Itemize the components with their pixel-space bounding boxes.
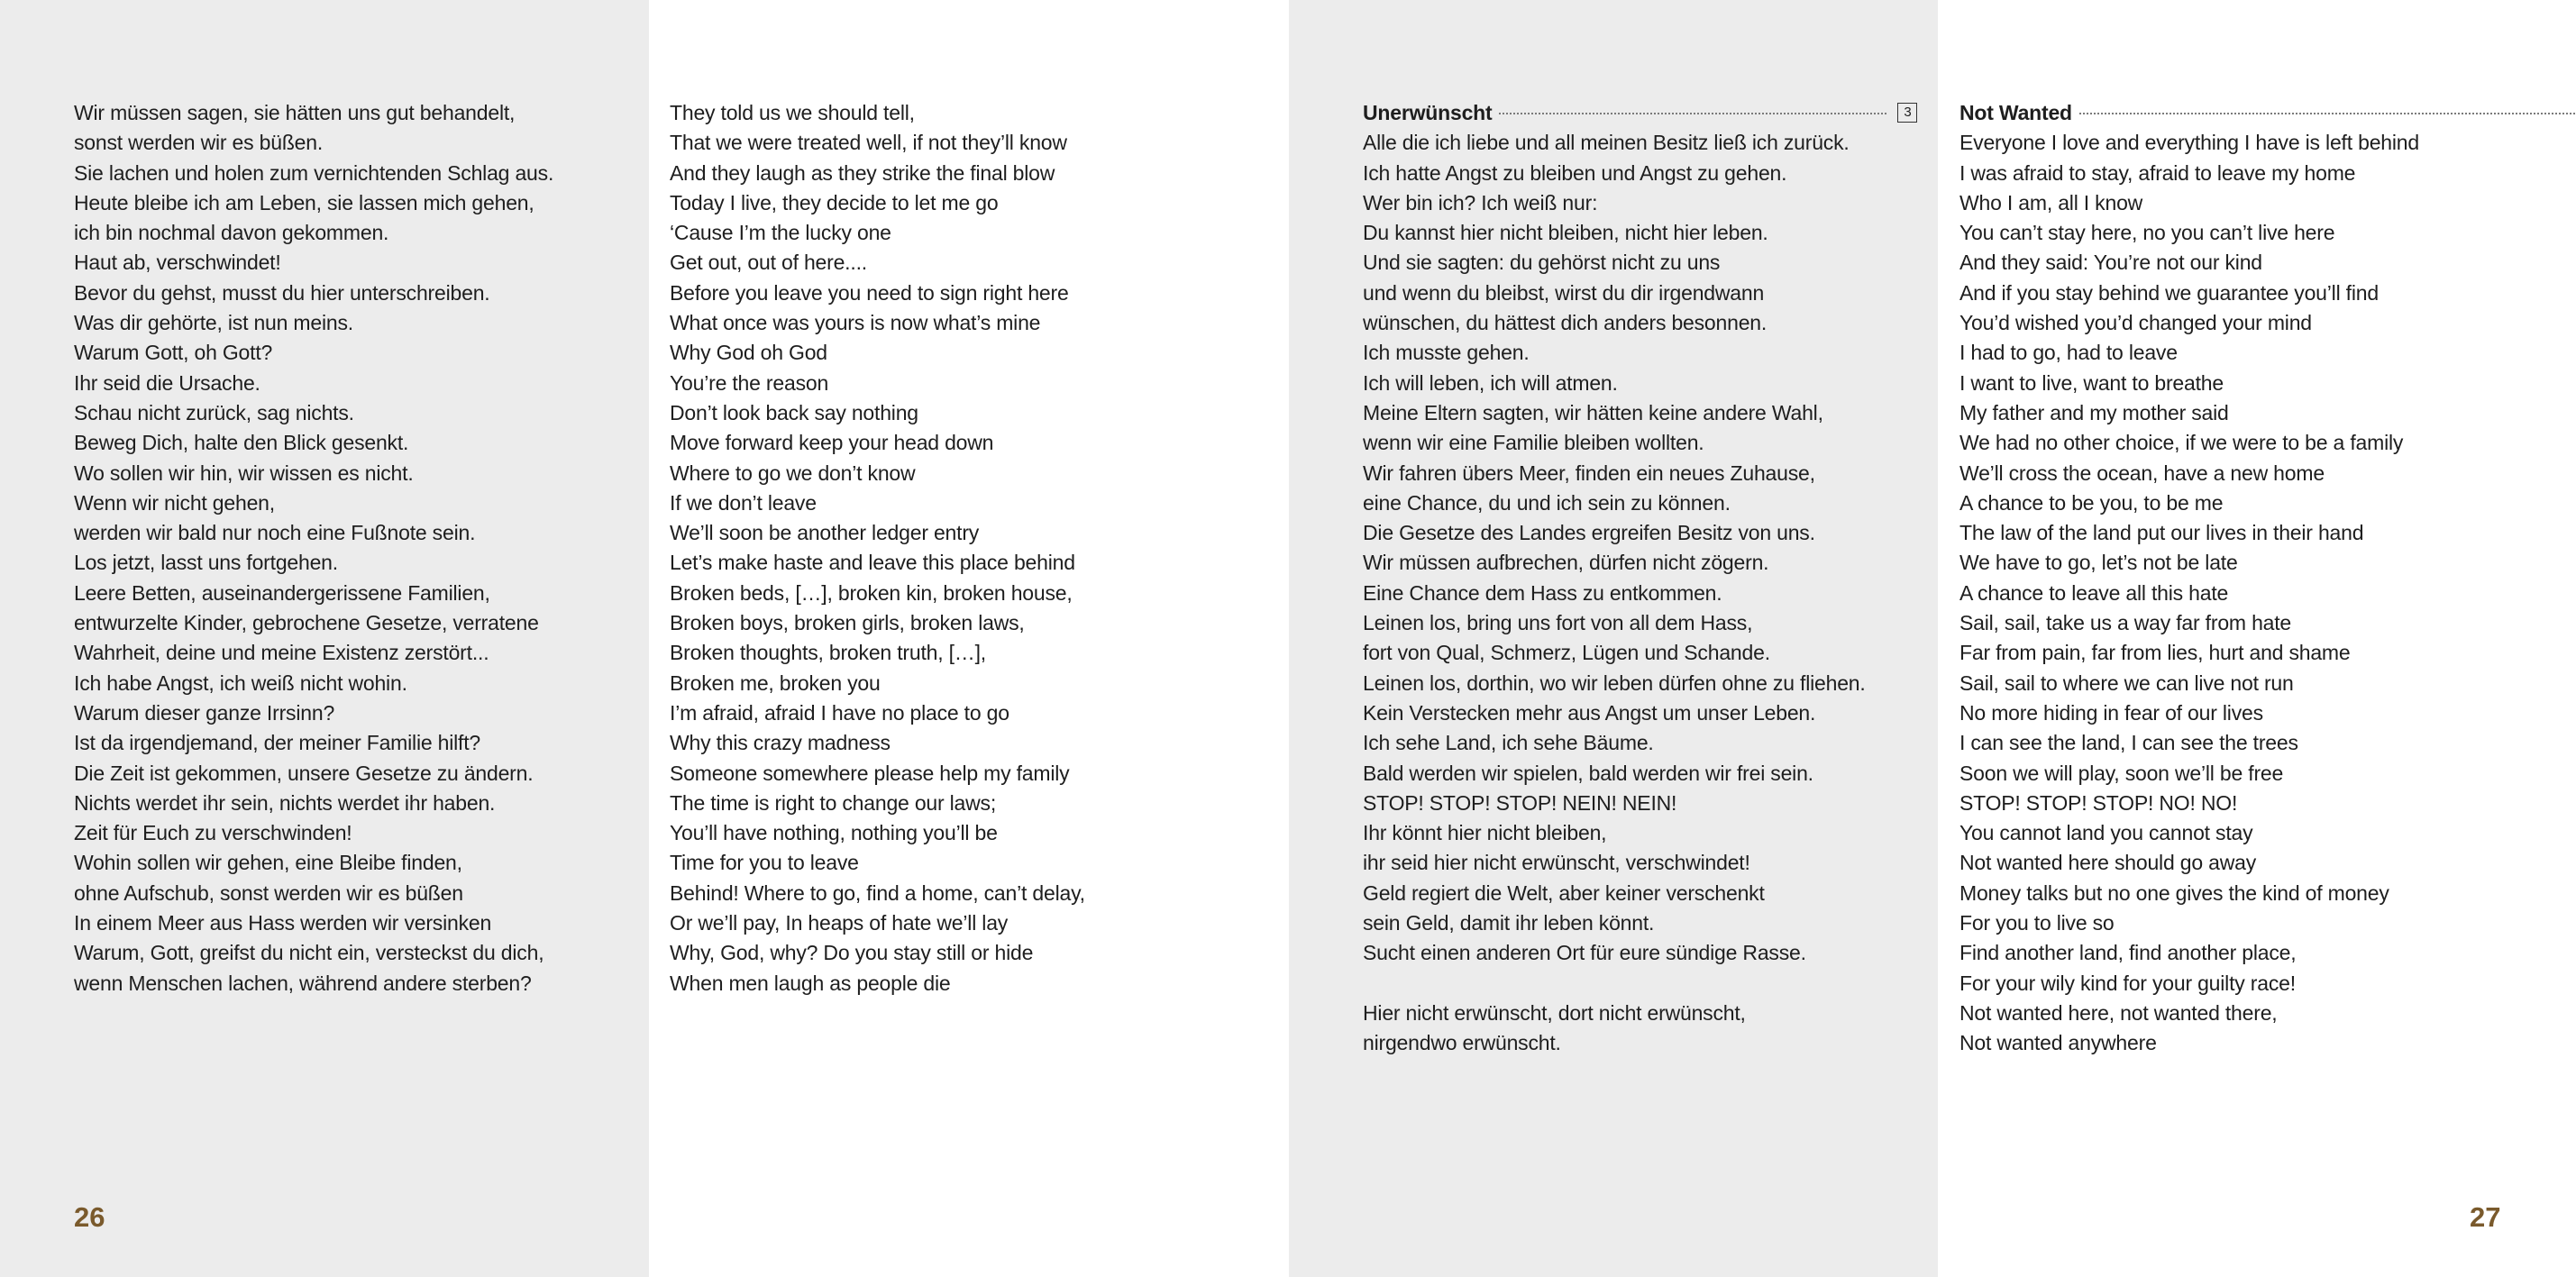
german-song-title: Unerwünscht (1363, 101, 1493, 124)
german-lyrics-column-right (1363, 98, 1917, 1059)
lyric-line: sonst werden wir es büßen. (74, 131, 324, 155)
german-song-title-row (1363, 98, 1917, 128)
english-lyrics-column-right (1959, 98, 2575, 1059)
lyric-line: No more hiding in fear of our lives (1959, 700, 2263, 725)
page-number-right: 27 (2470, 1201, 2501, 1233)
lyric-line: Not wanted here should go away (1959, 851, 2256, 875)
english-song-title-row (1959, 98, 2575, 128)
lyric-line: Was dir gehörte, ist nun meins. (74, 311, 353, 335)
lyric-line: I want to live, want to breathe (1959, 370, 2224, 395)
english-song-title: Not Wanted (1959, 101, 2072, 124)
lyric-line: Zeit für Euch zu verschwinden! (74, 821, 352, 845)
lyric-line: A chance to leave all this hate (1959, 580, 2229, 605)
lyric-line: We’ll cross the ocean, have a new home (1959, 461, 2325, 485)
lyric-line: Meine Eltern sagten, wir hätten keine andere Wahl, (1363, 400, 1823, 424)
lyric-line: And if you stay behind we guarantee you’ll find (1959, 280, 2379, 305)
page-number-left: 26 (74, 1201, 105, 1233)
lyric-line: In einem Meer aus Hass werden wir versinken (74, 911, 492, 935)
lyric-line: ihr seid hier nicht erwünscht, verschwindet! (1363, 851, 1750, 875)
lyric-line: Ihr seid die Ursache. (74, 370, 260, 395)
lyric-line: Leinen los, dorthin, wo wir leben dürfen ohne zu fliehen. (1363, 670, 1866, 695)
lyric-line: Warum Gott, oh Gott? (74, 341, 273, 365)
lyric-line: When men laugh as people die (670, 971, 951, 995)
lyric-line: Before you leave you need to sign right here (670, 280, 1069, 305)
lyric-line: nirgendwo erwünscht. (1363, 1031, 1561, 1055)
lyric-line: Los jetzt, lasst uns fortgehen. (74, 551, 338, 575)
lyric-line: You cannot land you cannot stay (1959, 821, 2253, 845)
lyric-line: ich bin nochmal davon gekommen. (74, 221, 389, 245)
lyric-line: Broken me, broken you (670, 670, 881, 695)
lyric-line: Wo sollen wir hin, wir wissen es nicht. (74, 461, 414, 485)
lyric-line: STOP! STOP! STOP! NO! NO! (1959, 790, 2238, 815)
lyric-line: Ich musste gehen. (1363, 341, 1530, 365)
lyric-line: Bald werden wir spielen, bald werden wir frei sein. (1363, 761, 1813, 785)
lyric-line: And they said: You’re not our kind (1959, 251, 2262, 275)
lyric-line: Broken boys, broken girls, broken laws, (670, 611, 1025, 635)
lyric-line: STOP! STOP! STOP! NEIN! NEIN! (1363, 790, 1677, 815)
lyric-line: A chance to be you, to be me (1959, 490, 2224, 515)
lyric-line: Broken thoughts, broken truth, […], (670, 641, 986, 665)
lyric-line: Why this crazy madness (670, 731, 891, 755)
lyric-line: We had no other choice, if we were to be a family (1959, 431, 2404, 455)
lyric-line: Ich habe Angst, ich weiß nicht wohin. (74, 670, 407, 695)
lyric-line: Let’s make haste and leave this place behind (670, 551, 1075, 575)
lyric-line: Und sie sagten: du gehörst nicht zu uns (1363, 251, 1721, 275)
lyric-line: I had to go, had to leave (1959, 341, 2178, 365)
lyric-line: Find another land, find another place, (1959, 941, 2297, 965)
lyric-line: werden wir bald nur noch eine Fußnote sein. (74, 521, 476, 545)
lyric-line: Or we’ll pay, In heaps of hate we’ll lay (670, 911, 1009, 935)
lyric-line: Nichts werdet ihr sein, nichts werdet ihr haben. (74, 790, 496, 815)
lyric-line: The law of the land put our lives in their hand (1959, 521, 2364, 545)
lyric-line: We’ll soon be another ledger entry (670, 521, 980, 545)
lyric-line: Everyone I love and everything I have is left behind (1959, 131, 2419, 155)
lyric-line: Geld regiert die Welt, aber keiner verschenkt (1363, 880, 1765, 905)
lyric-line: Don’t look back say nothing (670, 400, 918, 424)
lyric-line: Eine Chance dem Hass zu entkommen. (1363, 580, 1722, 605)
lyric-line: Sail, sail, take us a way far from hate (1959, 611, 2292, 635)
lyric-line: I can see the land, I can see the trees (1959, 731, 2298, 755)
lyric-line: And they laugh as they strike the final blow (670, 160, 1055, 185)
lyric-line: I was afraid to stay, afraid to leave my home (1959, 160, 2356, 185)
lyric-line: Broken beds, […], broken kin, broken house, (670, 580, 1073, 605)
lyric-line: Why, God, why? Do you stay still or hide (670, 941, 1034, 965)
lyric-line: Money talks but no one gives the kind of money (1959, 880, 2389, 905)
lyric-line: Schau nicht zurück, sag nichts. (74, 400, 354, 424)
lyric-line (1363, 969, 1917, 999)
lyric-line: Ich hatte Angst zu bleiben und Angst zu gehen. (1363, 160, 1787, 185)
lyric-line: wünschen, du hättest dich anders besonnen. (1363, 311, 1768, 335)
lyric-line: Warum, Gott, greifst du nicht ein, versteckst du dich, (74, 941, 544, 965)
lyric-line: Today I live, they decide to let me go (670, 190, 999, 214)
lyric-line: Get out, out of here.... (670, 251, 867, 275)
lyric-line: Warum dieser ganze Irrsinn? (74, 700, 335, 725)
lyric-line: Wir fahren übers Meer, finden ein neues Zuhause, (1363, 461, 1815, 485)
track-number-badge: 3 (1897, 103, 1917, 123)
lyric-line: Far from pain, far from lies, hurt and shame (1959, 641, 2351, 665)
english-lyrics-column-left (670, 98, 1085, 999)
lyric-line: Wir müssen sagen, sie hätten uns gut behandelt, (74, 101, 516, 124)
lyric-line: Behind! Where to go, find a home, can’t delay, (670, 880, 1085, 905)
lyric-line: Wenn wir nicht gehen, (74, 490, 275, 515)
lyric-line: Sail, sail to where we can live not run (1959, 670, 2294, 695)
lyric-line: Ich sehe Land, ich sehe Bäume. (1363, 731, 1654, 755)
lyric-line: Heute bleibe ich am Leben, sie lassen mich gehen, (74, 190, 534, 214)
lyric-line: They told us we should tell, (670, 101, 915, 124)
lyric-line: Leinen los, bring uns fort von all dem Hass, (1363, 611, 1753, 635)
dotted-leader (2079, 113, 2575, 114)
lyric-line: Where to go we don’t know (670, 461, 916, 485)
lyric-line: Ist da irgendjemand, der meiner Familie hilft? (74, 731, 481, 755)
lyric-line: Not wanted anywhere (1959, 1031, 2157, 1055)
lyric-line: Bevor du gehst, musst du hier unterschreiben. (74, 280, 490, 305)
lyric-line: ohne Aufschub, sonst werden wir es büßen (74, 880, 463, 905)
lyric-line: Leere Betten, auseinandergerissene Familien, (74, 580, 490, 605)
lyric-line: What once was yours is now what’s mine (670, 311, 1041, 335)
lyric-line: My father and my mother said (1959, 400, 2229, 424)
lyric-line: wenn wir eine Familie bleiben wollten. (1363, 431, 1704, 455)
lyric-line: Die Zeit ist gekommen, unsere Gesetze zu ändern. (74, 761, 534, 785)
lyric-line: und wenn du bleibst, wirst du dir irgendwann (1363, 280, 1765, 305)
lyric-line: Beweg Dich, halte den Blick gesenkt. (74, 431, 409, 455)
lyric-line: Wohin sollen wir gehen, eine Bleibe finden, (74, 851, 462, 875)
lyric-line: Move forward keep your head down (670, 431, 994, 455)
lyric-line: wenn Menschen lachen, während andere sterben? (74, 971, 532, 995)
lyric-line: Sucht einen anderen Ort für eure sündige Rasse. (1363, 941, 1806, 965)
lyric-line: The time is right to change our laws; (670, 790, 997, 815)
lyric-line: Ihr könnt hier nicht bleiben, (1363, 821, 1607, 845)
german-lyrics-column-left (74, 98, 553, 999)
lyric-line: That we were treated well, if not they’ll know (670, 131, 1067, 155)
lyric-line: We have to go, let’s not be late (1959, 551, 2238, 575)
lyric-line: For you to live so (1959, 911, 2115, 935)
lyric-line: Why God oh God (670, 341, 827, 365)
lyric-line: Hier nicht erwünscht, dort nicht erwünscht, (1363, 1000, 1746, 1025)
lyric-line: Someone somewhere please help my family (670, 761, 1070, 785)
lyric-line: Du kannst hier nicht bleiben, nicht hier leben. (1363, 221, 1768, 245)
lyric-line: For your wily kind for your guilty race! (1959, 971, 2296, 995)
lyric-line: entwurzelte Kinder, gebrochene Gesetze, verratene (74, 611, 539, 635)
lyric-line: You’ll have nothing, nothing you’ll be (670, 821, 998, 845)
lyric-line: fort von Qual, Schmerz, Lügen und Schande. (1363, 641, 1770, 665)
lyric-line: You’re the reason (670, 370, 829, 395)
dotted-leader (1499, 113, 1886, 114)
lyric-line: Who I am, all I know (1959, 190, 2143, 214)
lyric-line: Haut ab, verschwindet! (74, 251, 281, 275)
lyric-line: ‘Cause I’m the lucky one (670, 221, 891, 245)
lyric-line: sein Geld, damit ihr leben könnt. (1363, 911, 1655, 935)
lyric-line: eine Chance, du und ich sein zu können. (1363, 490, 1731, 515)
lyric-line: Sie lachen und holen zum vernichtenden Schlag aus. (74, 160, 554, 185)
lyric-line: Die Gesetze des Landes ergreifen Besitz von uns. (1363, 521, 1815, 545)
lyric-line: Alle die ich liebe und all meinen Besitz ließ ich zurück. (1363, 131, 1850, 155)
lyric-line: You can’t stay here, no you can’t live here (1959, 221, 2335, 245)
lyric-line: I’m afraid, afraid I have no place to go (670, 700, 1009, 725)
lyric-line: Time for you to leave (670, 851, 859, 875)
lyric-line: Wir müssen aufbrechen, dürfen nicht zögern. (1363, 551, 1769, 575)
lyric-line: Ich will leben, ich will atmen. (1363, 370, 1618, 395)
lyric-line: Wer bin ich? Ich weiß nur: (1363, 190, 1598, 214)
lyric-line: If we don’t leave (670, 490, 817, 515)
lyric-line: Kein Verstecken mehr aus Angst um unser Leben. (1363, 700, 1816, 725)
lyric-line: You’d wished you’d changed your mind (1959, 311, 2312, 335)
lyric-line: Not wanted here, not wanted there, (1959, 1000, 2278, 1025)
lyric-line: Wahrheit, deine und meine Existenz zerstört... (74, 641, 489, 665)
lyric-line: Soon we will play, soon we’ll be free (1959, 761, 2284, 785)
